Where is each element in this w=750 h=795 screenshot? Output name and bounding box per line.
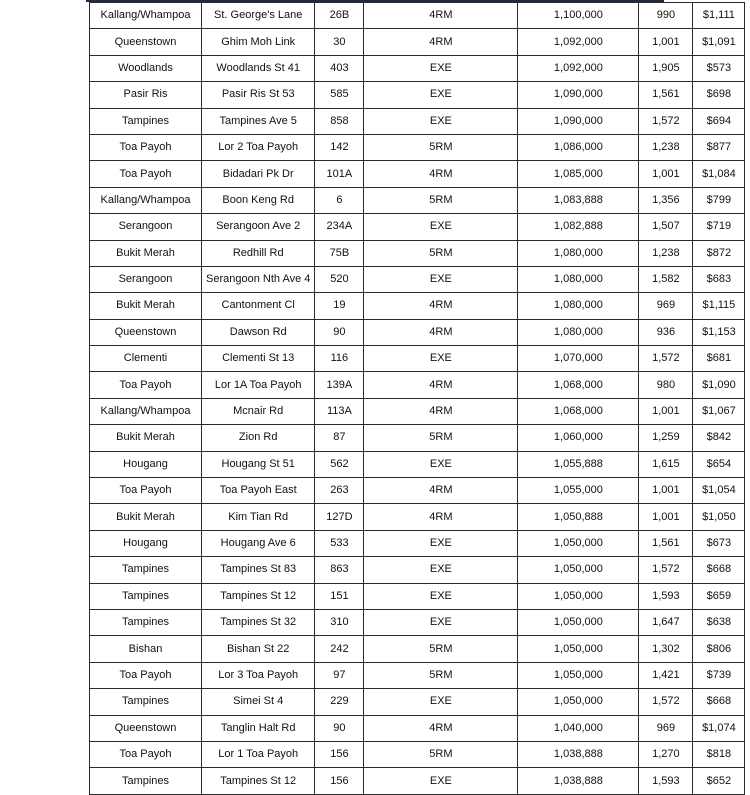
flat-type-cell: EXE bbox=[364, 557, 518, 583]
town-cell: Bukit Merah bbox=[90, 504, 202, 530]
price-cell: 1,050,000 bbox=[518, 662, 639, 688]
block-cell: 127D bbox=[315, 504, 364, 530]
block-cell: 156 bbox=[315, 768, 364, 794]
price-cell: 1,068,000 bbox=[518, 398, 639, 424]
price-cell: 1,082,888 bbox=[518, 214, 639, 240]
psf-cell: $806 bbox=[693, 636, 745, 662]
floor-area-cell: 1,905 bbox=[639, 55, 693, 81]
price-cell: 1,040,000 bbox=[518, 715, 639, 741]
street-cell: Ghim Moh Link bbox=[202, 29, 315, 55]
psf-cell: $573 bbox=[693, 55, 745, 81]
block-cell: 97 bbox=[315, 662, 364, 688]
flat-type-cell: 5RM bbox=[364, 240, 518, 266]
street-cell: St. George's Lane bbox=[202, 3, 315, 29]
table-row bbox=[90, 293, 745, 319]
street-cell: Zion Rd bbox=[202, 425, 315, 451]
flat-type-cell: EXE bbox=[364, 108, 518, 134]
floor-area-cell: 980 bbox=[639, 372, 693, 398]
flat-type-cell: 5RM bbox=[364, 134, 518, 160]
floor-area-cell: 1,561 bbox=[639, 82, 693, 108]
flat-type-cell: EXE bbox=[364, 689, 518, 715]
flat-type-cell: EXE bbox=[364, 214, 518, 240]
street-cell: Woodlands St 41 bbox=[202, 55, 315, 81]
street-cell: Hougang St 51 bbox=[202, 451, 315, 477]
psf-cell: $654 bbox=[693, 451, 745, 477]
psf-cell: $638 bbox=[693, 609, 745, 635]
street-cell: Lor 2 Toa Payoh bbox=[202, 134, 315, 160]
floor-area-cell: 1,572 bbox=[639, 557, 693, 583]
psf-cell: $739 bbox=[693, 662, 745, 688]
price-cell: 1,092,000 bbox=[518, 29, 639, 55]
price-cell: 1,090,000 bbox=[518, 82, 639, 108]
floor-area-cell: 1,647 bbox=[639, 609, 693, 635]
street-cell: Serangoon Ave 2 bbox=[202, 214, 315, 240]
table-row bbox=[90, 29, 745, 55]
flat-type-cell: EXE bbox=[364, 609, 518, 635]
flat-type-cell: EXE bbox=[364, 451, 518, 477]
street-cell: Bidadari Pk Dr bbox=[202, 161, 315, 187]
psf-cell: $1,084 bbox=[693, 161, 745, 187]
street-cell: Tampines St 12 bbox=[202, 583, 315, 609]
floor-area-cell: 969 bbox=[639, 715, 693, 741]
flat-type-cell: EXE bbox=[364, 530, 518, 556]
flat-type-cell: 4RM bbox=[364, 161, 518, 187]
flat-type-cell: 4RM bbox=[364, 372, 518, 398]
block-cell: 520 bbox=[315, 266, 364, 292]
street-cell: Cantonment Cl bbox=[202, 293, 315, 319]
street-cell: Dawson Rd bbox=[202, 319, 315, 345]
floor-area-cell: 1,302 bbox=[639, 636, 693, 662]
table-row bbox=[90, 240, 745, 266]
floor-area-cell: 1,001 bbox=[639, 478, 693, 504]
flat-type-cell: EXE bbox=[364, 768, 518, 794]
psf-cell: $668 bbox=[693, 557, 745, 583]
floor-area-cell: 1,238 bbox=[639, 240, 693, 266]
price-cell: 1,086,000 bbox=[518, 134, 639, 160]
table-row bbox=[90, 504, 745, 530]
street-cell: Bishan St 22 bbox=[202, 636, 315, 662]
psf-cell: $1,054 bbox=[693, 478, 745, 504]
price-cell: 1,083,888 bbox=[518, 187, 639, 213]
price-cell: 1,050,000 bbox=[518, 530, 639, 556]
floor-area-cell: 1,421 bbox=[639, 662, 693, 688]
town-cell: Bukit Merah bbox=[90, 240, 202, 266]
town-cell: Tampines bbox=[90, 557, 202, 583]
town-cell: Woodlands bbox=[90, 55, 202, 81]
psf-cell: $673 bbox=[693, 530, 745, 556]
block-cell: 863 bbox=[315, 557, 364, 583]
floor-area-cell: 990 bbox=[639, 3, 693, 29]
floor-area-cell: 1,001 bbox=[639, 398, 693, 424]
price-cell: 1,050,000 bbox=[518, 689, 639, 715]
psf-cell: $1,067 bbox=[693, 398, 745, 424]
street-cell: Tampines Ave 5 bbox=[202, 108, 315, 134]
town-cell: Clementi bbox=[90, 346, 202, 372]
block-cell: 585 bbox=[315, 82, 364, 108]
floor-area-cell: 1,001 bbox=[639, 29, 693, 55]
town-cell: Toa Payoh bbox=[90, 372, 202, 398]
block-cell: 533 bbox=[315, 530, 364, 556]
floor-area-cell: 1,572 bbox=[639, 108, 693, 134]
psf-cell: $1,074 bbox=[693, 715, 745, 741]
psf-cell: $652 bbox=[693, 768, 745, 794]
psf-cell: $872 bbox=[693, 240, 745, 266]
block-cell: 30 bbox=[315, 29, 364, 55]
flat-type-cell: 4RM bbox=[364, 3, 518, 29]
floor-area-cell: 1,270 bbox=[639, 741, 693, 767]
psf-cell: $1,091 bbox=[693, 29, 745, 55]
psf-cell: $681 bbox=[693, 346, 745, 372]
flat-type-cell: 4RM bbox=[364, 293, 518, 319]
block-cell: 858 bbox=[315, 108, 364, 134]
town-cell: Toa Payoh bbox=[90, 134, 202, 160]
town-cell: Pasir Ris bbox=[90, 82, 202, 108]
town-cell: Tampines bbox=[90, 689, 202, 715]
floor-area-cell: 1,001 bbox=[639, 504, 693, 530]
flat-type-cell: EXE bbox=[364, 55, 518, 81]
psf-cell: $683 bbox=[693, 266, 745, 292]
street-cell: Lor 1 Toa Payoh bbox=[202, 741, 315, 767]
floor-area-cell: 1,356 bbox=[639, 187, 693, 213]
psf-cell: $1,050 bbox=[693, 504, 745, 530]
street-cell: Lor 1A Toa Payoh bbox=[202, 372, 315, 398]
block-cell: 403 bbox=[315, 55, 364, 81]
floor-area-cell: 969 bbox=[639, 293, 693, 319]
street-cell: Tampines St 12 bbox=[202, 768, 315, 794]
psf-cell: $698 bbox=[693, 82, 745, 108]
table-row bbox=[90, 583, 745, 609]
price-cell: 1,038,888 bbox=[518, 741, 639, 767]
table-row bbox=[90, 398, 745, 424]
street-cell: Simei St 4 bbox=[202, 689, 315, 715]
table-row bbox=[90, 134, 745, 160]
table-body bbox=[90, 3, 745, 795]
table-row bbox=[90, 425, 745, 451]
psf-cell: $877 bbox=[693, 134, 745, 160]
price-cell: 1,070,000 bbox=[518, 346, 639, 372]
town-cell: Tampines bbox=[90, 609, 202, 635]
table-row bbox=[90, 609, 745, 635]
psf-cell: $659 bbox=[693, 583, 745, 609]
flat-type-cell: 4RM bbox=[364, 398, 518, 424]
psf-cell: $1,111 bbox=[693, 3, 745, 29]
resale-transactions-table bbox=[89, 2, 745, 795]
block-cell: 75B bbox=[315, 240, 364, 266]
floor-area-cell: 1,593 bbox=[639, 583, 693, 609]
street-cell: Tampines St 32 bbox=[202, 609, 315, 635]
block-cell: 156 bbox=[315, 741, 364, 767]
block-cell: 139A bbox=[315, 372, 364, 398]
flat-type-cell: 4RM bbox=[364, 319, 518, 345]
table-row bbox=[90, 3, 745, 29]
flat-type-cell: EXE bbox=[364, 583, 518, 609]
table-row bbox=[90, 108, 745, 134]
price-cell: 1,050,000 bbox=[518, 636, 639, 662]
town-cell: Queenstown bbox=[90, 715, 202, 741]
floor-area-cell: 1,507 bbox=[639, 214, 693, 240]
street-cell: Mcnair Rd bbox=[202, 398, 315, 424]
block-cell: 562 bbox=[315, 451, 364, 477]
flat-type-cell: 4RM bbox=[364, 29, 518, 55]
price-cell: 1,055,888 bbox=[518, 451, 639, 477]
floor-area-cell: 1,615 bbox=[639, 451, 693, 477]
price-cell: 1,080,000 bbox=[518, 240, 639, 266]
street-cell: Tanglin Halt Rd bbox=[202, 715, 315, 741]
block-cell: 19 bbox=[315, 293, 364, 319]
price-cell: 1,050,000 bbox=[518, 557, 639, 583]
block-cell: 6 bbox=[315, 187, 364, 213]
street-cell: Clementi St 13 bbox=[202, 346, 315, 372]
town-cell: Toa Payoh bbox=[90, 662, 202, 688]
price-cell: 1,060,000 bbox=[518, 425, 639, 451]
flat-type-cell: EXE bbox=[364, 266, 518, 292]
table-row bbox=[90, 55, 745, 81]
block-cell: 90 bbox=[315, 715, 364, 741]
town-cell: Bukit Merah bbox=[90, 425, 202, 451]
town-cell: Toa Payoh bbox=[90, 741, 202, 767]
floor-area-cell: 1,593 bbox=[639, 768, 693, 794]
psf-cell: $1,115 bbox=[693, 293, 745, 319]
price-cell: 1,092,000 bbox=[518, 55, 639, 81]
table-row bbox=[90, 741, 745, 767]
town-cell: Serangoon bbox=[90, 214, 202, 240]
town-cell: Bukit Merah bbox=[90, 293, 202, 319]
block-cell: 87 bbox=[315, 425, 364, 451]
price-cell: 1,080,000 bbox=[518, 319, 639, 345]
block-cell: 90 bbox=[315, 319, 364, 345]
town-cell: Kallang/Whampoa bbox=[90, 3, 202, 29]
price-cell: 1,050,888 bbox=[518, 504, 639, 530]
town-cell: Tampines bbox=[90, 768, 202, 794]
table-row bbox=[90, 557, 745, 583]
table-row bbox=[90, 768, 745, 794]
town-cell: Toa Payoh bbox=[90, 478, 202, 504]
flat-type-cell: 5RM bbox=[364, 741, 518, 767]
floor-area-cell: 936 bbox=[639, 319, 693, 345]
street-cell: Tampines St 83 bbox=[202, 557, 315, 583]
floor-area-cell: 1,572 bbox=[639, 346, 693, 372]
town-cell: Hougang bbox=[90, 451, 202, 477]
price-cell: 1,090,000 bbox=[518, 108, 639, 134]
table-row bbox=[90, 266, 745, 292]
street-cell: Pasir Ris St 53 bbox=[202, 82, 315, 108]
street-cell: Redhill Rd bbox=[202, 240, 315, 266]
flat-type-cell: 5RM bbox=[364, 662, 518, 688]
price-cell: 1,038,888 bbox=[518, 768, 639, 794]
flat-type-cell: 5RM bbox=[364, 636, 518, 662]
town-cell: Tampines bbox=[90, 583, 202, 609]
floor-area-cell: 1,561 bbox=[639, 530, 693, 556]
table-row bbox=[90, 636, 745, 662]
price-cell: 1,050,000 bbox=[518, 583, 639, 609]
town-cell: Queenstown bbox=[90, 319, 202, 345]
street-cell: Hougang Ave 6 bbox=[202, 530, 315, 556]
street-cell: Lor 3 Toa Payoh bbox=[202, 662, 315, 688]
block-cell: 229 bbox=[315, 689, 364, 715]
block-cell: 310 bbox=[315, 609, 364, 635]
flat-type-cell: 4RM bbox=[364, 715, 518, 741]
psf-cell: $719 bbox=[693, 214, 745, 240]
town-cell: Kallang/Whampoa bbox=[90, 187, 202, 213]
price-cell: 1,100,000 bbox=[518, 3, 639, 29]
block-cell: 26B bbox=[315, 3, 364, 29]
table-row bbox=[90, 530, 745, 556]
block-cell: 142 bbox=[315, 134, 364, 160]
table-row bbox=[90, 346, 745, 372]
floor-area-cell: 1,259 bbox=[639, 425, 693, 451]
table-row bbox=[90, 372, 745, 398]
block-cell: 113A bbox=[315, 398, 364, 424]
block-cell: 151 bbox=[315, 583, 364, 609]
psf-cell: $1,153 bbox=[693, 319, 745, 345]
psf-cell: $799 bbox=[693, 187, 745, 213]
street-cell: Boon Keng Rd bbox=[202, 187, 315, 213]
flat-type-cell: EXE bbox=[364, 82, 518, 108]
flat-type-cell: 5RM bbox=[364, 187, 518, 213]
price-cell: 1,080,000 bbox=[518, 266, 639, 292]
price-cell: 1,080,000 bbox=[518, 293, 639, 319]
flat-type-cell: 4RM bbox=[364, 478, 518, 504]
street-cell: Kim Tian Rd bbox=[202, 504, 315, 530]
town-cell: Queenstown bbox=[90, 29, 202, 55]
psf-cell: $668 bbox=[693, 689, 745, 715]
table-row bbox=[90, 715, 745, 741]
price-cell: 1,050,000 bbox=[518, 609, 639, 635]
block-cell: 263 bbox=[315, 478, 364, 504]
table-row bbox=[90, 451, 745, 477]
table-row bbox=[90, 161, 745, 187]
town-cell: Bishan bbox=[90, 636, 202, 662]
price-cell: 1,068,000 bbox=[518, 372, 639, 398]
table-row bbox=[90, 319, 745, 345]
flat-type-cell: 4RM bbox=[364, 504, 518, 530]
price-cell: 1,085,000 bbox=[518, 161, 639, 187]
town-cell: Tampines bbox=[90, 108, 202, 134]
psf-cell: $1,090 bbox=[693, 372, 745, 398]
table-row bbox=[90, 478, 745, 504]
flat-type-cell: EXE bbox=[364, 346, 518, 372]
flat-type-cell: 5RM bbox=[364, 425, 518, 451]
street-cell: Toa Payoh East bbox=[202, 478, 315, 504]
block-cell: 234A bbox=[315, 214, 364, 240]
psf-cell: $694 bbox=[693, 108, 745, 134]
table-row bbox=[90, 82, 745, 108]
floor-area-cell: 1,001 bbox=[639, 161, 693, 187]
floor-area-cell: 1,572 bbox=[639, 689, 693, 715]
town-cell: Kallang/Whampoa bbox=[90, 398, 202, 424]
table-row bbox=[90, 187, 745, 213]
block-cell: 242 bbox=[315, 636, 364, 662]
table-row bbox=[90, 214, 745, 240]
table-row bbox=[90, 662, 745, 688]
psf-cell: $818 bbox=[693, 741, 745, 767]
table-row bbox=[90, 689, 745, 715]
floor-area-cell: 1,238 bbox=[639, 134, 693, 160]
price-cell: 1,055,000 bbox=[518, 478, 639, 504]
block-cell: 116 bbox=[315, 346, 364, 372]
psf-cell: $842 bbox=[693, 425, 745, 451]
block-cell: 101A bbox=[315, 161, 364, 187]
floor-area-cell: 1,582 bbox=[639, 266, 693, 292]
town-cell: Hougang bbox=[90, 530, 202, 556]
street-cell: Serangoon Nth Ave 4 bbox=[202, 266, 315, 292]
town-cell: Toa Payoh bbox=[90, 161, 202, 187]
town-cell: Serangoon bbox=[90, 266, 202, 292]
